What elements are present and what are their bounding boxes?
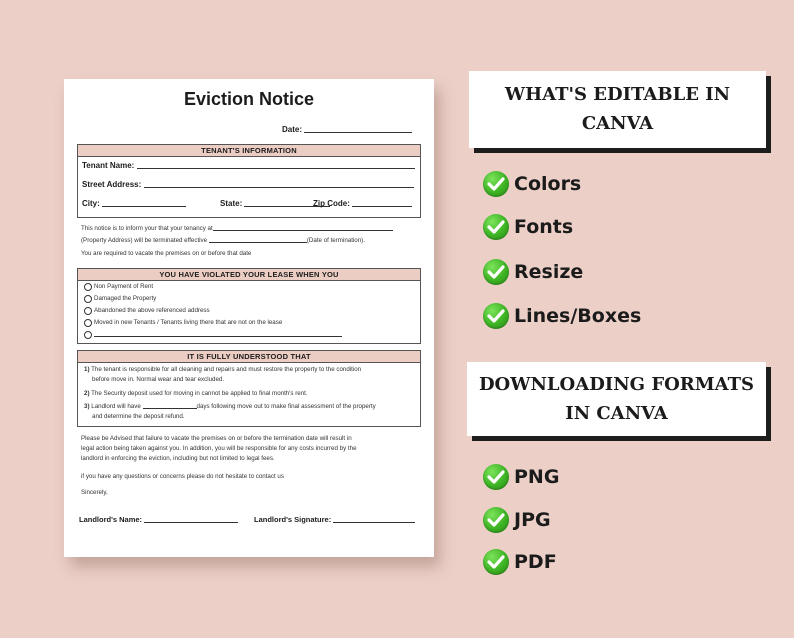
violation-option[interactable] <box>84 319 282 327</box>
editable-heading-line-2: CANVA <box>581 113 654 134</box>
violation-section <box>77 268 421 344</box>
city-label: City: <box>82 199 100 208</box>
tenant-name-line[interactable] <box>137 168 415 169</box>
formats-heading-box <box>467 362 766 436</box>
notice-line-1-text: This notice is to inform your that your tenancy at <box>81 225 213 232</box>
tenant-name-label: Tenant Name: <box>82 161 135 170</box>
violation-heading: YOU HAVE VIOLATED YOUR LEASE WHEN YOU <box>78 269 420 281</box>
radio-circle-icon[interactable] <box>84 295 92 303</box>
understood-heading: IT IS FULLY UNDERSTOOD THAT <box>78 351 420 363</box>
date-label: Date: <box>282 125 303 134</box>
violation-option-other[interactable] <box>84 331 342 339</box>
zip-field[interactable] <box>313 199 412 208</box>
check-icon <box>483 549 509 575</box>
tenant-name-field[interactable] <box>82 161 415 170</box>
landlord-name-field[interactable] <box>79 515 238 524</box>
street-address-line[interactable] <box>144 187 414 188</box>
editable-heading-box <box>469 71 766 148</box>
street-address-field[interactable] <box>82 180 414 189</box>
item-text: Landlord will have <box>91 403 141 410</box>
radio-circle-icon[interactable] <box>84 319 92 327</box>
landlord-name-line[interactable] <box>144 522 238 523</box>
tenant-info-heading: TENANT'S INFORMATION <box>78 145 420 157</box>
violation-option-label: Abandoned the above referenced address <box>94 307 210 314</box>
state-label: State: <box>220 199 243 208</box>
notice-line-2-text: (Property Address) will be terminated effective <box>81 237 208 244</box>
tenant-info-section <box>77 144 421 218</box>
contact-line: if you have any questions or concerns please do not hesitate to contact us <box>81 473 284 480</box>
radio-circle-icon[interactable] <box>84 331 92 339</box>
document-page <box>64 79 434 557</box>
understood-item-3 <box>84 403 376 410</box>
closing-paragraph-line: landlord in enforcing the eviction, including but not limited to legal fees. <box>81 455 275 462</box>
violation-option[interactable] <box>84 307 210 315</box>
item-text: The Security deposit used for moving in cannot be applied to final month's rent. <box>91 390 308 397</box>
radio-circle-icon[interactable] <box>84 283 92 291</box>
feature-label: Fonts <box>514 216 574 238</box>
format-pdf <box>483 549 557 577</box>
landlord-signature-line[interactable] <box>333 522 415 523</box>
check-icon <box>483 259 509 285</box>
formats-heading-line-1: DOWNLOADING FORMATS <box>478 374 755 395</box>
feature-resize <box>483 259 583 287</box>
sincerely-line: Sincerely, <box>81 489 108 496</box>
landlord-signature-label: Landlord's Signature: <box>254 515 332 524</box>
editable-heading-line-1: WHAT'S EDITABLE IN <box>504 84 731 105</box>
violation-option-label: Damaged the Property <box>94 295 157 302</box>
date-line[interactable] <box>304 132 412 133</box>
check-icon <box>483 214 509 240</box>
item-text-end: days following move out to make final assessment of the property <box>196 403 376 410</box>
closing-paragraph-line: Please be Advised that failure to vacate the premises on or before the termination date will result in <box>81 435 352 442</box>
format-label: JPG <box>514 509 551 531</box>
check-icon <box>483 303 509 329</box>
notice-line-2 <box>81 237 365 244</box>
check-icon <box>483 171 509 197</box>
violation-option-label: Non Payment of Rent <box>94 283 154 290</box>
zip-line[interactable] <box>352 206 412 207</box>
document-title: Eviction Notice <box>183 89 315 109</box>
format-jpg <box>483 507 551 535</box>
item-number: 2) <box>84 390 90 397</box>
understood-item-1-cont: before move in. Normal wear and tear excluded. <box>92 376 225 383</box>
landlord-signature-field[interactable] <box>254 515 415 524</box>
other-violation-line[interactable] <box>94 336 342 337</box>
item-number: 3) <box>84 403 90 410</box>
zip-label: Zip Code: <box>313 199 350 208</box>
feature-label: Lines/Boxes <box>514 305 642 327</box>
property-address-line[interactable] <box>213 230 393 231</box>
check-icon <box>483 507 509 533</box>
format-png <box>483 464 559 492</box>
termination-date-line[interactable] <box>209 242 307 243</box>
feature-fonts <box>483 214 573 242</box>
understood-item-2 <box>84 390 308 397</box>
understood-item-1 <box>84 366 361 373</box>
city-line[interactable] <box>102 206 186 207</box>
closing-paragraph-line: legal action being taken against you. In addition, you will be responsible for any costs incurred by the <box>81 445 357 452</box>
street-address-label: Street Address: <box>82 180 142 189</box>
item-text: The tenant is responsible for all cleaning and repairs and must restore the property to the condition <box>91 366 362 373</box>
understood-section <box>77 350 421 427</box>
format-label: PDF <box>514 551 557 573</box>
date-field[interactable] <box>282 125 412 134</box>
feature-label: Resize <box>514 261 584 283</box>
violation-option[interactable] <box>84 295 156 303</box>
city-field[interactable] <box>82 199 186 208</box>
feature-colors <box>483 171 581 199</box>
notice-line-1 <box>81 225 393 232</box>
formats-heading-line-2: IN CANVA <box>565 403 668 424</box>
landlord-name-label: Landlord's Name: <box>79 515 143 524</box>
days-line[interactable] <box>143 408 197 409</box>
understood-item-3-cont: and determine the deposit refund. <box>92 413 185 420</box>
feature-lines-boxes <box>483 303 641 331</box>
item-number: 1) <box>84 366 90 373</box>
violation-option-label: Moved in new Tenants / Tenants living there that are not on the lease <box>94 319 283 326</box>
format-label: PNG <box>514 466 560 488</box>
check-icon <box>483 464 509 490</box>
violation-option[interactable] <box>84 283 153 291</box>
notice-line-3: You are required to vacate the premises on or before that date <box>81 250 252 257</box>
feature-label: Colors <box>514 173 582 195</box>
notice-line-2-end: (Date of termination). <box>306 237 365 244</box>
radio-circle-icon[interactable] <box>84 307 92 315</box>
